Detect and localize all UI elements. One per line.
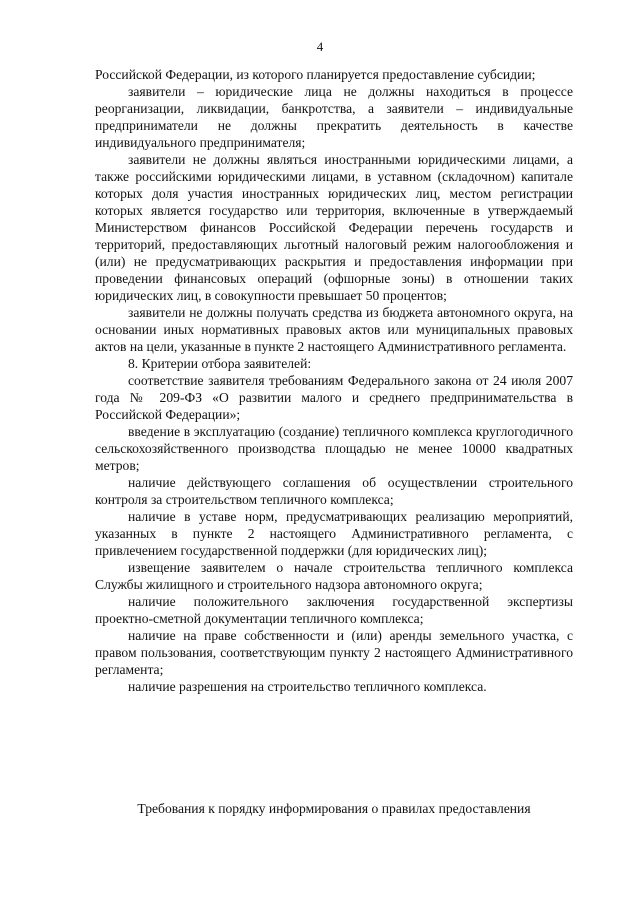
page-number: 4 (316, 39, 324, 54)
list-item: наличие на праве собственности и (или) аренды земельного участка, с правом пользования, соответствующим пункту 2 настоящего Административного регламента; (95, 628, 573, 677)
clause-heading: 8. Критерии отбора заявителей: (128, 356, 312, 371)
list-item: введение в эксплуатацию (создание) тепличного комплекса круглогодичного сельскохозяйственного производства площадью не менее 10000 квадратных метров; (95, 424, 573, 473)
list-item: наличие разрешения на строительство тепличного комплекса. (128, 679, 487, 694)
section-heading: Требования к порядку информирования о правилах предоставления (137, 801, 531, 816)
list-item: наличие в уставе норм, предусматривающих реализацию мероприятий, указанных в пункте 2 настоящего Административного регламента, с привлечением государственной поддержки (для юридических лиц); (95, 509, 573, 558)
document-body (95, 66, 573, 695)
paragraph: Российской Федерации, из которого планируется предоставление субсидии; (95, 67, 536, 82)
list-item: извещение заявителем о начале строительства тепличного комплекса Службы жилищного и строительного надзора автономного округа; (95, 560, 573, 592)
paragraph: заявители – юридические лица не должны находиться в процессе реорганизации, ликвидации, банкротства, а заявители – индивидуальные предприниматели не должны прекратить деятельность в качестве индивидуального предпринимателя; (95, 84, 573, 150)
paragraph: заявители не должны получать средства из бюджета автономного округа, на основании иных нормативных правовых актов или муниципальных правовых актов на цели, указанные в пункте 2 настоящего Административного регламента. (95, 305, 573, 354)
list-item: наличие действующего соглашения об осуществлении строительного контроля за строительством тепличного комплекса; (95, 475, 573, 507)
list-item: наличие положительного заключения государственной экспертизы проектно-сметной документации тепличного комплекса; (95, 594, 573, 626)
list-item: соответствие заявителя требованиям Федерального закона от 24 июля 2007 года № 209-ФЗ «О развитии малого и среднего предпринимательства в Российской Федерации»; (95, 373, 573, 422)
paragraph: заявители не должны являться иностранными юридическими лицами, а также российскими юридическими лицами, в уставном (складочном) капитале которых доля участия иностранных юридических лиц, местом регистрации которых является государство или территория, включенные в утверждаемый Министерством финансов Российской Федерации перечень государств и территорий, предоставляющих льготный налоговый режим налогообложения и (или) не предусматривающих раскрытия и предоставления информации при проведении финансовых операций (офшорные зоны) в отношении таких юридических лиц, в совокупности превышает 50 процентов; (95, 152, 573, 303)
